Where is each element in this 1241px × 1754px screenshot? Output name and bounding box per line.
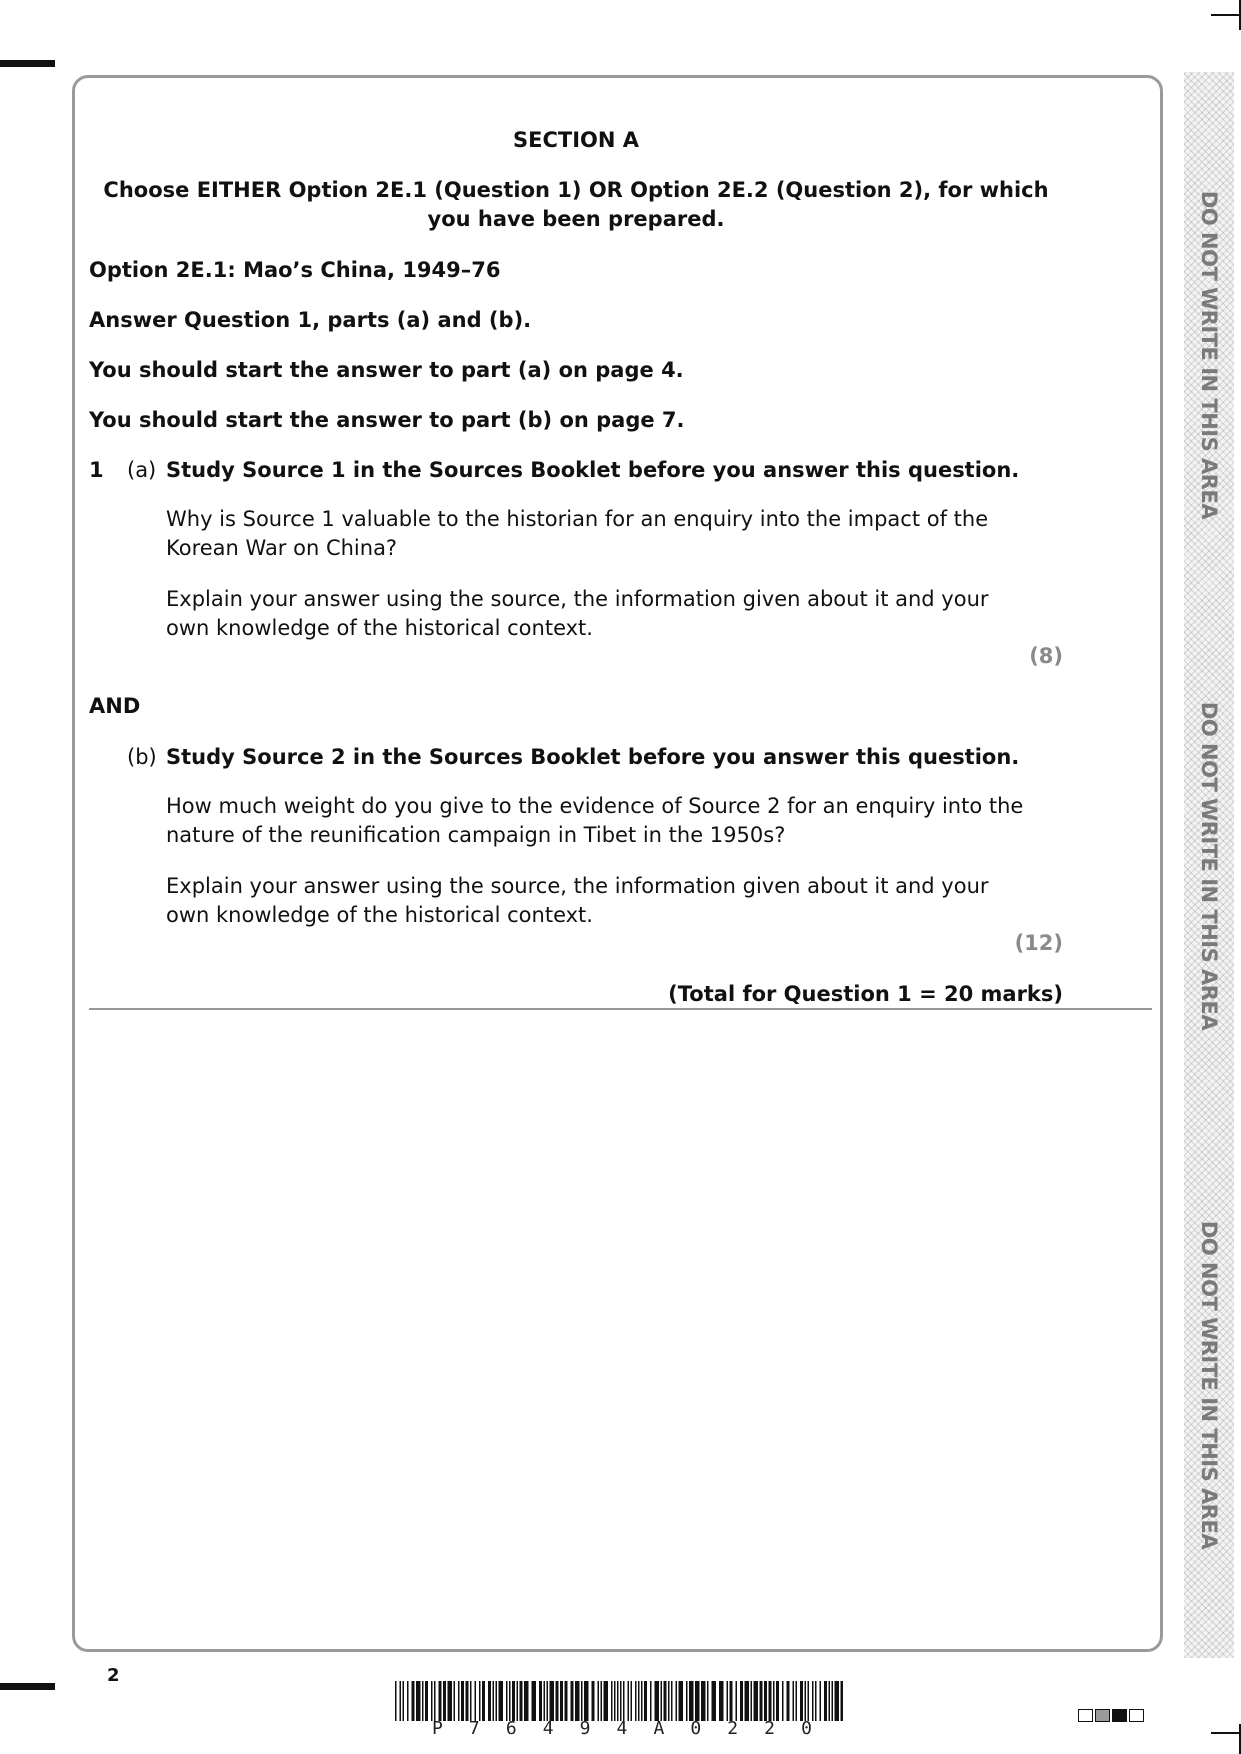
barcode-bar xyxy=(466,1681,469,1721)
barcode-bar xyxy=(550,1681,555,1721)
barcode-char: P xyxy=(432,1718,443,1739)
barcode-bar xyxy=(719,1681,724,1721)
barcode-bar xyxy=(679,1681,684,1721)
barcode-bar xyxy=(581,1681,583,1721)
marker-square xyxy=(1078,1709,1093,1722)
barcode-bar xyxy=(773,1681,775,1721)
barcode-bar xyxy=(458,1681,460,1721)
barcode-char: 2 xyxy=(764,1718,775,1739)
barcode-char: 6 xyxy=(505,1718,517,1739)
marker-square xyxy=(1095,1709,1110,1722)
start-part-b-note: You should start the answer to part (b) on page 7. xyxy=(89,408,685,432)
barcode-bar xyxy=(400,1681,402,1721)
barcode-bar xyxy=(628,1681,630,1721)
barcode-bar xyxy=(560,1681,563,1721)
barcode-bar xyxy=(793,1681,795,1721)
page-number: 2 xyxy=(107,1665,120,1686)
and-label: AND xyxy=(89,694,141,718)
question-total: (Total for Question 1 = 20 marks) xyxy=(668,982,1063,1006)
barcode-bar xyxy=(496,1681,498,1721)
barcode-bar xyxy=(614,1681,616,1721)
barcode-bar xyxy=(571,1681,574,1721)
barcode-bar xyxy=(796,1681,798,1721)
barcode-bar xyxy=(712,1681,717,1721)
marker-square xyxy=(1112,1709,1127,1722)
part-a-question-line2: Korean War on China? xyxy=(166,536,398,560)
crop-mark xyxy=(1211,14,1241,16)
barcode-bar xyxy=(701,1681,706,1721)
barcode-char: 7 xyxy=(468,1718,480,1739)
part-a-label: (a) xyxy=(127,458,157,482)
barcode-bar xyxy=(751,1681,753,1721)
barcode-bar xyxy=(745,1681,750,1721)
barcode-bar xyxy=(565,1681,568,1721)
crop-mark xyxy=(0,60,55,67)
barcode-bar xyxy=(686,1681,688,1721)
barcode-bar xyxy=(832,1681,834,1721)
barcode-bar xyxy=(520,1681,523,1721)
barcode-bar xyxy=(556,1681,559,1721)
barcode-bar xyxy=(547,1681,549,1721)
barcode-bar xyxy=(443,1681,446,1721)
barcode-bar xyxy=(641,1681,643,1721)
barcode-bar xyxy=(623,1681,625,1721)
barcode-bar xyxy=(611,1681,613,1721)
answer-instruction: Answer Question 1, parts (a) and (b). xyxy=(89,308,532,332)
crop-mark xyxy=(0,1683,55,1690)
barcode-bar xyxy=(631,1681,633,1721)
barcode-bar xyxy=(512,1681,515,1721)
barcode-bar xyxy=(812,1681,814,1721)
part-a-marks: (8) xyxy=(1029,644,1063,668)
barcode-bar xyxy=(425,1681,428,1721)
barcode-bar xyxy=(395,1681,397,1721)
barcode-bar xyxy=(488,1681,491,1721)
barcode-bar xyxy=(584,1681,589,1721)
barcode-bar xyxy=(592,1681,595,1721)
barcode-bar xyxy=(403,1681,405,1721)
barcode-char: 0 xyxy=(690,1718,702,1739)
part-a-explain-line1: Explain your answer using the source, the information given about it and your xyxy=(166,587,989,611)
barcode-bar xyxy=(532,1681,537,1721)
barcode-bar xyxy=(422,1681,424,1721)
barcode-bar xyxy=(782,1681,784,1721)
barcode-bar xyxy=(740,1681,743,1721)
barcode-bar xyxy=(727,1681,729,1721)
barcode-bar xyxy=(787,1681,790,1721)
barcode-bar xyxy=(479,1681,481,1721)
barcode-bar xyxy=(517,1681,519,1721)
barcode-bar xyxy=(461,1681,464,1721)
barcode-bar xyxy=(598,1681,600,1721)
barcode-bar xyxy=(635,1681,637,1721)
barcode-char: 4 xyxy=(616,1718,628,1739)
barcode-bar xyxy=(736,1681,738,1721)
barcode-bar xyxy=(412,1681,415,1721)
barcode-bar xyxy=(671,1681,673,1721)
barcode-bar xyxy=(824,1681,827,1721)
barcode-bar xyxy=(754,1681,759,1721)
barcode-bar xyxy=(416,1681,421,1721)
barcode-bar xyxy=(499,1681,504,1721)
barcode-bar xyxy=(431,1681,433,1721)
barcode-bar xyxy=(769,1681,772,1721)
barcode-bar xyxy=(439,1681,442,1721)
barcode-bar xyxy=(644,1681,647,1721)
barcode-bar xyxy=(655,1681,660,1721)
part-b-question-line1: How much weight do you give to the evidence of Source 2 for an enquiry into the xyxy=(166,794,1024,818)
section-title: SECTION A xyxy=(512,128,639,152)
barcode-bar xyxy=(764,1681,767,1721)
barcode-char: 4 xyxy=(542,1718,554,1739)
part-b-label: (b) xyxy=(127,745,157,769)
barcode-bar xyxy=(604,1681,609,1721)
crop-mark xyxy=(1211,1732,1241,1734)
barcode-bar xyxy=(601,1681,603,1721)
barcode-bar xyxy=(434,1681,436,1721)
barcode-bar xyxy=(707,1681,709,1721)
page-marker-squares xyxy=(1078,1709,1146,1722)
barcode-bar xyxy=(776,1681,779,1721)
barcode-bar xyxy=(808,1681,810,1721)
part-a-explain-line2: own knowledge of the historical context. xyxy=(166,616,593,640)
part-b-question-line2: nature of the reunification campaign in Tibet in the 1950s? xyxy=(166,823,786,847)
barcode-bar xyxy=(470,1681,472,1721)
barcode-char: 2 xyxy=(727,1718,739,1739)
barcode-bar xyxy=(664,1681,667,1721)
barcode-bar xyxy=(805,1681,807,1721)
question-number: 1 xyxy=(89,458,104,482)
barcode-bar xyxy=(575,1681,580,1721)
barcode-bar xyxy=(689,1681,694,1721)
barcode-bar xyxy=(820,1681,822,1721)
barcode-char: 0 xyxy=(801,1718,812,1739)
barcode-text xyxy=(432,1718,812,1739)
option-title: Option 2E.1: Mao’s China, 1949–76 xyxy=(89,258,501,282)
barcode-bar xyxy=(617,1681,619,1721)
barcode-bar xyxy=(730,1681,733,1721)
barcode xyxy=(395,1681,843,1721)
barcode-bar xyxy=(475,1681,477,1721)
barcode-bar xyxy=(454,1681,456,1721)
barcode-bar xyxy=(482,1681,485,1721)
barcode-bar xyxy=(493,1681,495,1721)
part-b-explain-line2: own knowledge of the historical context. xyxy=(166,903,593,927)
barcode-bar xyxy=(800,1681,803,1721)
part-b-explain-line1: Explain your answer using the source, the information given about it and your xyxy=(166,874,989,898)
part-a-instruction: Study Source 1 in the Sources Booklet before you answer this question. xyxy=(166,458,1020,482)
barcode-bar xyxy=(835,1681,840,1721)
barcode-bar xyxy=(506,1681,508,1721)
barcode-bar xyxy=(544,1681,546,1721)
barcode-bar xyxy=(815,1681,817,1721)
barcode-bar xyxy=(676,1681,678,1721)
start-part-a-note: You should start the answer to part (a) on page 4. xyxy=(89,358,684,382)
barcode-bar xyxy=(448,1681,453,1721)
barcode-bar xyxy=(407,1681,409,1721)
barcode-bar xyxy=(539,1681,542,1721)
barcode-bar xyxy=(650,1681,652,1721)
barcode-bar xyxy=(638,1681,640,1721)
total-divider xyxy=(89,1008,1152,1010)
barcode-bar xyxy=(668,1681,670,1721)
barcode-char: 9 xyxy=(579,1718,591,1739)
barcode-bar xyxy=(760,1681,763,1721)
barcode-bar xyxy=(620,1681,622,1721)
choose-instruction-line2: you have been prepared. xyxy=(427,207,725,231)
barcode-bar xyxy=(509,1681,511,1721)
barcode-bar xyxy=(661,1681,663,1721)
do-not-write-margin: DO NOT WRITE IN THIS AREA DO NOT WRITE IN THIS AREA DO NOT WRITE IN THIS AREA xyxy=(1184,72,1234,1658)
barcode-char: A xyxy=(653,1718,665,1739)
barcode-bar xyxy=(829,1681,831,1721)
part-b-instruction: Study Source 2 in the Sources Booklet before you answer this question. xyxy=(166,745,1020,769)
barcode-bar xyxy=(695,1681,700,1721)
part-a-question-line1: Why is Source 1 valuable to the historian for an enquiry into the impact of the xyxy=(166,507,989,531)
marker-square xyxy=(1129,1709,1144,1722)
choose-instruction-line1: Choose EITHER Option 2E.1 (Question 1) OR Option 2E.2 (Question 2), for which xyxy=(103,178,1049,202)
barcode-bar xyxy=(524,1681,529,1721)
part-b-marks: (12) xyxy=(1014,931,1063,955)
barcode-bar xyxy=(841,1681,844,1721)
